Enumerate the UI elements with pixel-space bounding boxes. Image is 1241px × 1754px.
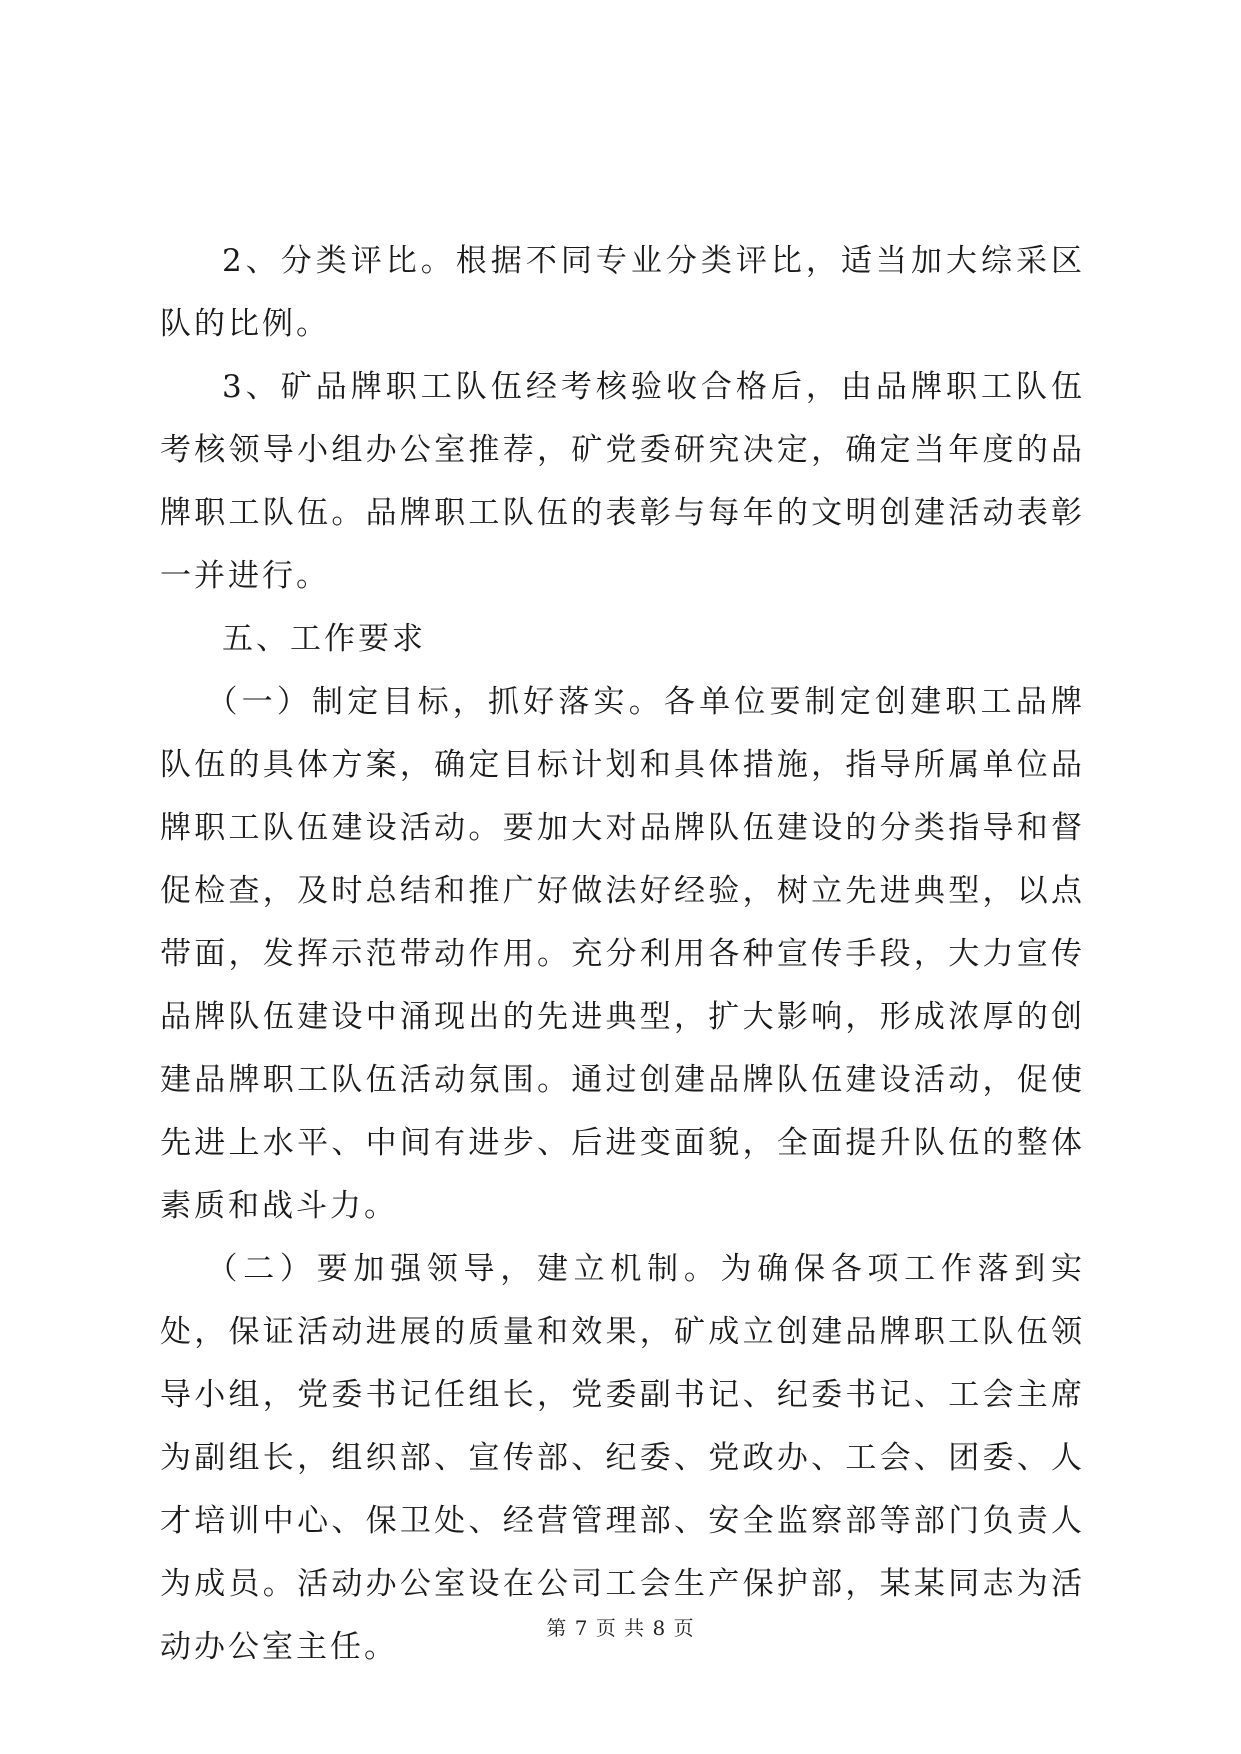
section-heading-work-requirements: 五、工作要求 bbox=[222, 621, 426, 657]
document-body bbox=[160, 230, 1085, 1679]
page-footer: 第 7 页 共 8 页 bbox=[546, 1616, 695, 1640]
paragraph-brand-team-approval: 3、矿品牌职工队伍经考核验收合格后，由品牌职工队伍考核领导小组办公室推荐，矿党委研究决定，确定当年度的品牌职工队伍。品牌职工队伍的表彰与每年的文明创建活动表彰一并进行。 bbox=[160, 369, 1085, 594]
paragraph-strengthen-leadership: （二）要加强领导，建立机制。为确保各项工作落到实处，保证活动进展的质量和效果，矿成立创建品牌职工队伍领导小组，党委书记任组长，党委副书记、纪委书记、工会主席为副组长，组织部、宣传部、纪委、党政办、工会、团委、人才培训中心、保卫处、经营管理部、安全监察部等部门负责人为成员。活动办公室设在公司工会生产保护部，某某同志为活动办公室主任。 bbox=[160, 1251, 1085, 1665]
paragraph-classified-evaluation: 2、分类评比。根据不同专业分类评比，适当加大综采区队的比例。 bbox=[160, 243, 1085, 342]
paragraph-set-goals: （一）制定目标，抓好落实。各单位要制定创建职工品牌队伍的具体方案，确定目标计划和具体措施，指导所属单位品牌职工队伍建设活动。要加大对品牌队伍建设的分类指导和督促检查，及时总结和推广好做法好经验，树立先进典型，以点带面，发挥示范带动作用。充分利用各种宣传手段，大力宣传品牌队伍建设中涌现出的先进典型，扩大影响，形成浓厚的创建品牌职工队伍活动氛围。通过创建品牌队伍建设活动，促使先进上水平、中间有进步、后进变面貌，全面提升队伍的整体素质和战斗力。 bbox=[160, 684, 1085, 1224]
